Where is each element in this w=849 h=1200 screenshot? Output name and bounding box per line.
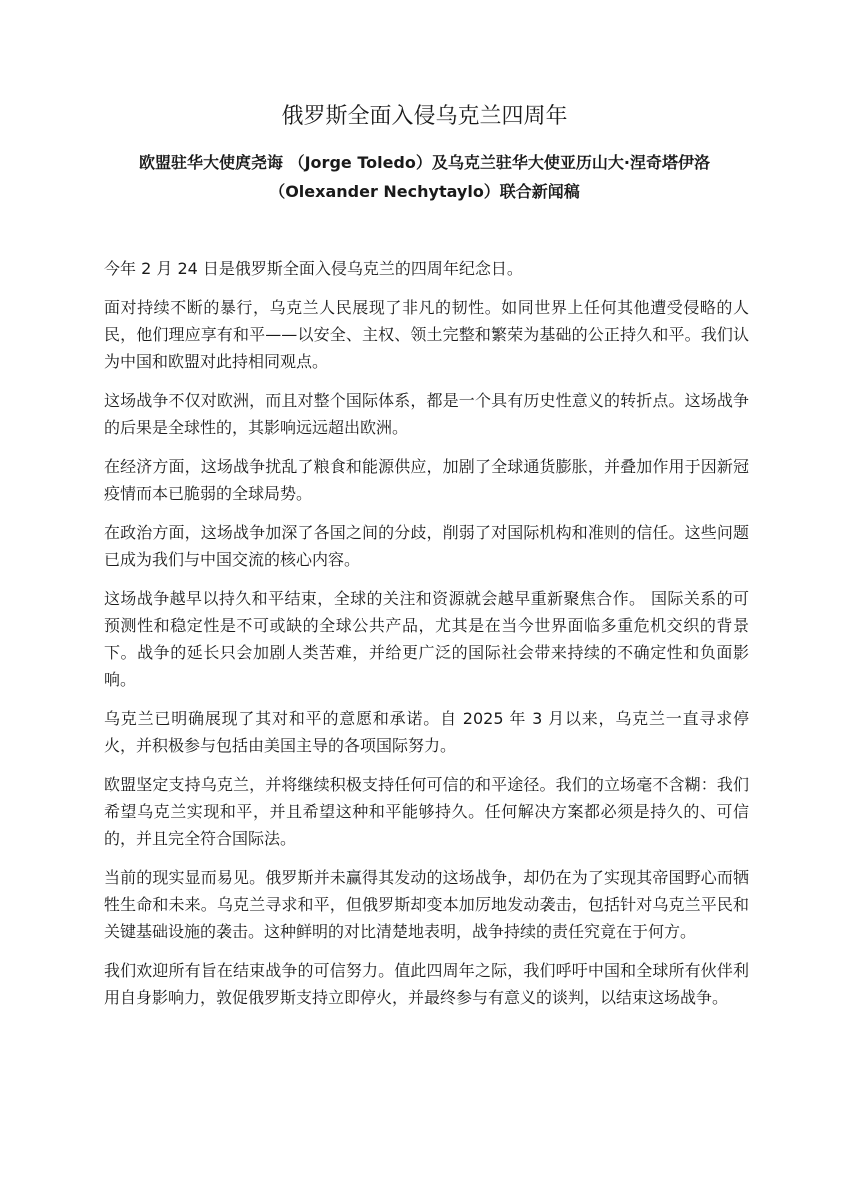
paragraph-8: 欧盟坚定支持乌克兰，并将继续积极支持任何可信的和平途径。我们的立场毫不含糊：我们希望乌克兰实现和平，并且希望这种和平能够持久。任何解决方案都必须是持久的、可信的，并且完全符合国际法。 — [104, 775, 749, 848]
paragraph-6: 这场战争越早以持久和平结束，全球的关注和资源就会越早重新聚焦合作。 国际关系的可预测性和稳定性是不可或缺的全球公共产品，尤其是在当今世界面临多重危机交织的背景下。战争的延长只会加剧人类苦难，并给更广泛的国际社会带来持续的不确定性和负面影响。 — [104, 589, 749, 689]
paragraph-9: 当前的现实显而易见。俄罗斯并未赢得其发动的这场战争，却仍在为了实现其帝国野心而牺牲生命和未来。乌克兰寻求和平，但俄罗斯却变本加厉地发动袭击，包括针对乌克兰平民和关键基础设施的袭击。这种鲜明的对比清楚地表明，战争持续的责任究竟在于何方。 — [104, 868, 749, 941]
paragraph-4: 在经济方面，这场战争扰乱了粮食和能源供应，加剧了全球通货膨胀，并叠加作用于因新冠疫情而本已脆弱的全球局势。 — [104, 457, 749, 503]
document-title: 俄罗斯全面入侵乌克兰四周年 — [281, 104, 568, 129]
paragraph-2: 面对持续不断的暴行，乌克兰人民展现了非凡的韧性。如同世界上任何其他遭受侵略的人民，他们理应享有和平——以安全、主权、领土完整和繁荣为基础的公正持久和平。我们认为中国和欧盟对此持相同观点。 — [104, 298, 749, 371]
paragraph-10: 我们欢迎所有旨在结束战争的可信努力。值此四周年之际，我们呼吁中国和全球所有伙伴利用自身影响力，敦促俄罗斯支持立即停火，并最终参与有意义的谈判，以结束这场战争。 — [104, 961, 749, 1007]
document-body — [104, 255, 749, 1023]
document-subtitle — [60, 148, 789, 206]
subtitle-line-1: 欧盟驻华大使庹尧诲 （Jorge Toledo）及乌克兰驻华大使亚历山大·涅奇塔伊洛 — [139, 153, 710, 172]
paragraph-7: 乌克兰已明确展现了其对和平的意愿和承诺。自 2025 年 3 月以来，乌克兰一直寻求停火，并积极参与包括由美国主导的各项国际努力。 — [104, 709, 749, 755]
paragraph-3: 这场战争不仅对欧洲，而且对整个国际体系，都是一个具有历史性意义的转折点。这场战争的后果是全球性的，其影响远远超出欧洲。 — [104, 391, 749, 437]
paragraph-1: 今年 2 月 24 日是俄罗斯全面入侵乌克兰的四周年纪念日。 — [104, 259, 523, 278]
paragraph-5: 在政治方面，这场战争加深了各国之间的分歧，削弱了对国际机构和准则的信任。这些问题已成为我们与中国交流的核心内容。 — [104, 523, 749, 569]
subtitle-line-2: （Olexander Nechytaylo）联合新闻稿 — [269, 182, 580, 201]
